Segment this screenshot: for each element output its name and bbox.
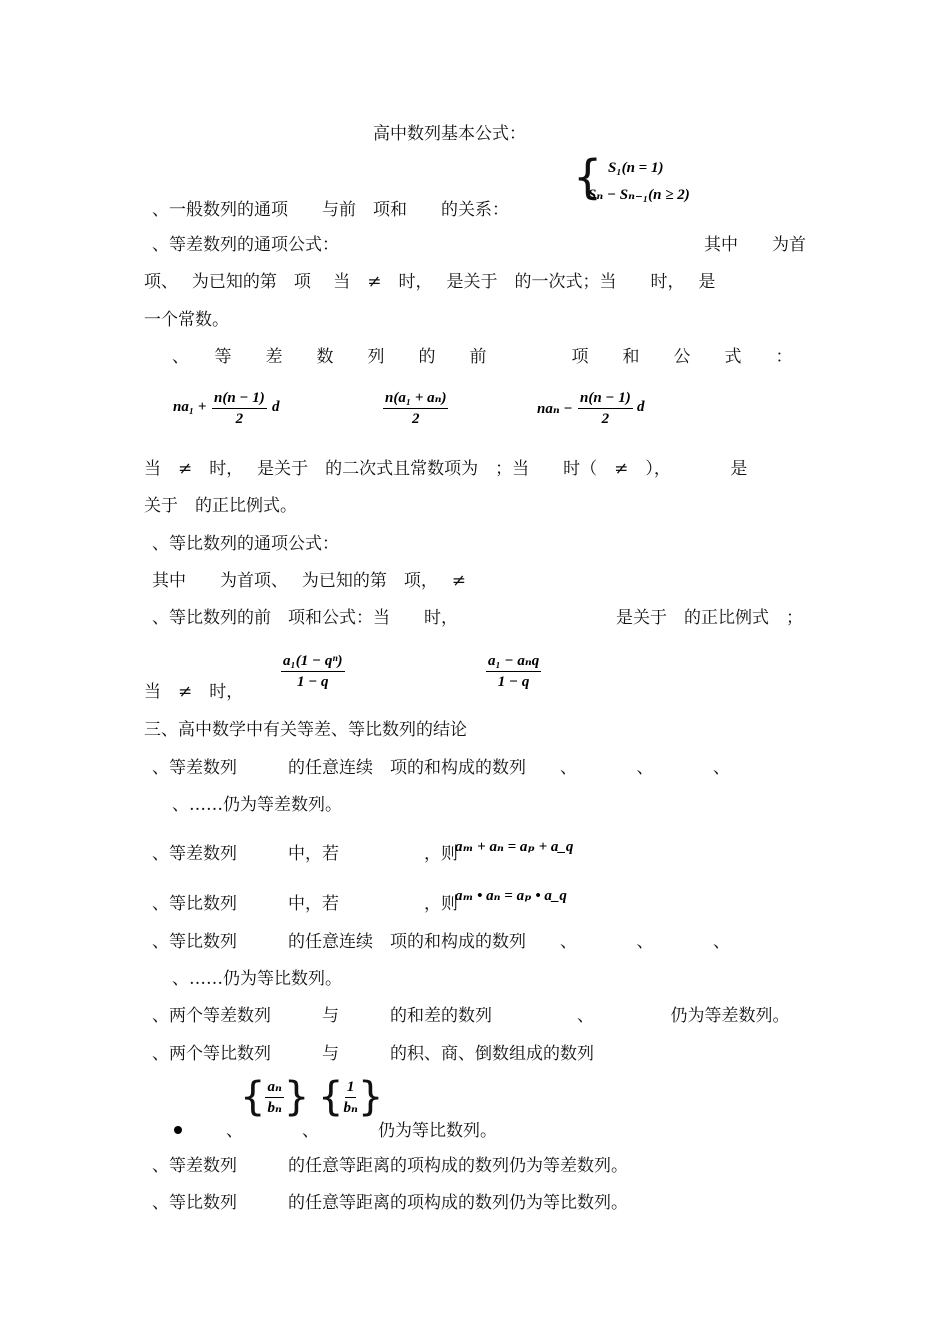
line-arith-sum-note: 当 ≠ 时， 是关于 的二次式且常数项为 ；当 时（ ≠ ）， 是 bbox=[144, 459, 748, 479]
product-dot-icon bbox=[174, 1126, 182, 1134]
arith-property-formula: aₘ + aₙ = aₚ + a_q bbox=[455, 839, 574, 855]
line-geo-sum: 、等比数列的前 项和公式：当 时， bbox=[152, 608, 458, 628]
geo-formula-1-num: a₁(1 − qⁿ) bbox=[281, 652, 345, 672]
line-geo-sum-right: 是关于 的正比例式 ； bbox=[616, 608, 803, 628]
recip-num: 1 bbox=[345, 1078, 357, 1098]
line-conclusion-7: 、等差数列 的任意等距离的项构成的数列仍为等差数列。 bbox=[152, 1156, 628, 1176]
piecewise-brace: { bbox=[573, 150, 603, 204]
geo-formula-2-fraction bbox=[486, 652, 541, 691]
line-arith-general-term: 、等差数列的通项公式： bbox=[152, 235, 339, 255]
line-arith-note: 项、 为已知的第 项 当 ≠ 时， 是关于 的一次式；当 时， 是 bbox=[144, 272, 716, 292]
line-conclusion-6-end: 仍为等比数列。 bbox=[378, 1121, 497, 1141]
line-conclusion-6: 、两个等比数列 与 的积、商、倒数组成的数列 bbox=[152, 1044, 594, 1064]
sum-formula-2-den: 2 bbox=[411, 411, 420, 427]
sum-formula-3-den: 2 bbox=[601, 411, 610, 427]
geo-property-formula: aₘ • aₙ = aₚ • a_q bbox=[455, 888, 567, 904]
line-conclusion-4: 、等比数列 的任意连续 项的和构成的数列 、 、 、 bbox=[152, 932, 730, 952]
left-brace-icon: { bbox=[318, 1074, 344, 1120]
sum-formula-1-num: n(n − 1) bbox=[212, 389, 267, 409]
line-constant: 一个常数。 bbox=[144, 310, 229, 330]
line-conclusion-3: 、等比数列 中，若 ，则 bbox=[152, 894, 458, 914]
line-conclusion-1-cont: 、……仍为等差数列。 bbox=[172, 795, 342, 815]
line-conclusion-8: 、等比数列 的任意等距离的项构成的数列仍为等比数列。 bbox=[152, 1193, 628, 1213]
sum-formula-1-den: 2 bbox=[235, 411, 244, 427]
reciprocal-set bbox=[318, 1074, 384, 1120]
line-conclusion-6-sep2: 、 bbox=[302, 1121, 319, 1141]
sum-formula-1-fraction bbox=[212, 389, 267, 428]
line-arith-general-term-right: 其中 为首 bbox=[704, 235, 806, 255]
line-conclusion-2: 、等差数列 中，若 ，则 bbox=[152, 844, 458, 864]
line-arith-sum-heading: 、 等 差 数 列 的 前 项 和 公 式 ： bbox=[172, 347, 793, 367]
line-general-relation: 、一般数列的通项 与前 项和 的关系： bbox=[152, 200, 509, 220]
line-geo-note: 其中 为首项、 为已知的第 项， ≠ bbox=[152, 571, 467, 591]
page-title: 高中数列基本公式： bbox=[373, 124, 526, 144]
ratio-num: aₙ bbox=[265, 1078, 283, 1098]
piecewise-top: S₁(n = 1) bbox=[608, 160, 664, 176]
right-brace-icon: } bbox=[357, 1074, 384, 1120]
geo-formula-2-den: 1 − q bbox=[497, 674, 530, 690]
piecewise-bottom: Sₙ − Sₙ₋₁(n ≥ 2) bbox=[588, 187, 690, 203]
line-conclusion-4-cont: 、……仍为等比数列。 bbox=[172, 969, 342, 989]
line-geo-sum-case: 当 ≠ 时， bbox=[144, 682, 244, 702]
line-geo-general-term: 、等比数列的通项公式： bbox=[152, 534, 339, 554]
geo-formula-1-den: 1 − q bbox=[296, 674, 329, 690]
geo-formula-2-num: a₁ − aₙq bbox=[486, 652, 541, 672]
section-heading-conclusions: 三、高中数学中有关等差、等比数列的结论 bbox=[144, 720, 467, 740]
right-brace-icon: } bbox=[283, 1074, 310, 1120]
ratio-den: bₙ bbox=[267, 1099, 282, 1116]
sum-formula-3-fraction bbox=[578, 389, 633, 428]
sum-formula-3-right: d bbox=[637, 399, 645, 415]
left-brace-icon: { bbox=[240, 1074, 266, 1120]
sum-formula-2-num: n(a₁ + aₙ) bbox=[383, 389, 448, 409]
sum-formula-3-num: n(n − 1) bbox=[578, 389, 633, 409]
sum-formula-1-left: na₁ + bbox=[173, 399, 207, 415]
line-conclusion-5: 、两个等差数列 与 的和差的数列 、 仍为等差数列。 bbox=[152, 1006, 790, 1026]
line-proportional: 关于 的正比例式。 bbox=[144, 496, 297, 516]
sum-formula-3-left: naₙ − bbox=[537, 401, 573, 417]
geo-formula-1-fraction bbox=[281, 652, 345, 691]
sum-formula-2-fraction bbox=[383, 389, 448, 428]
line-conclusion-1: 、等差数列 的任意连续 项的和构成的数列 、 、 、 bbox=[152, 758, 730, 778]
ratio-set bbox=[240, 1074, 310, 1120]
line-conclusion-6-sep1: 、 bbox=[226, 1121, 243, 1141]
sum-formula-1-right: d bbox=[272, 399, 280, 415]
recip-den: bₙ bbox=[343, 1099, 358, 1116]
